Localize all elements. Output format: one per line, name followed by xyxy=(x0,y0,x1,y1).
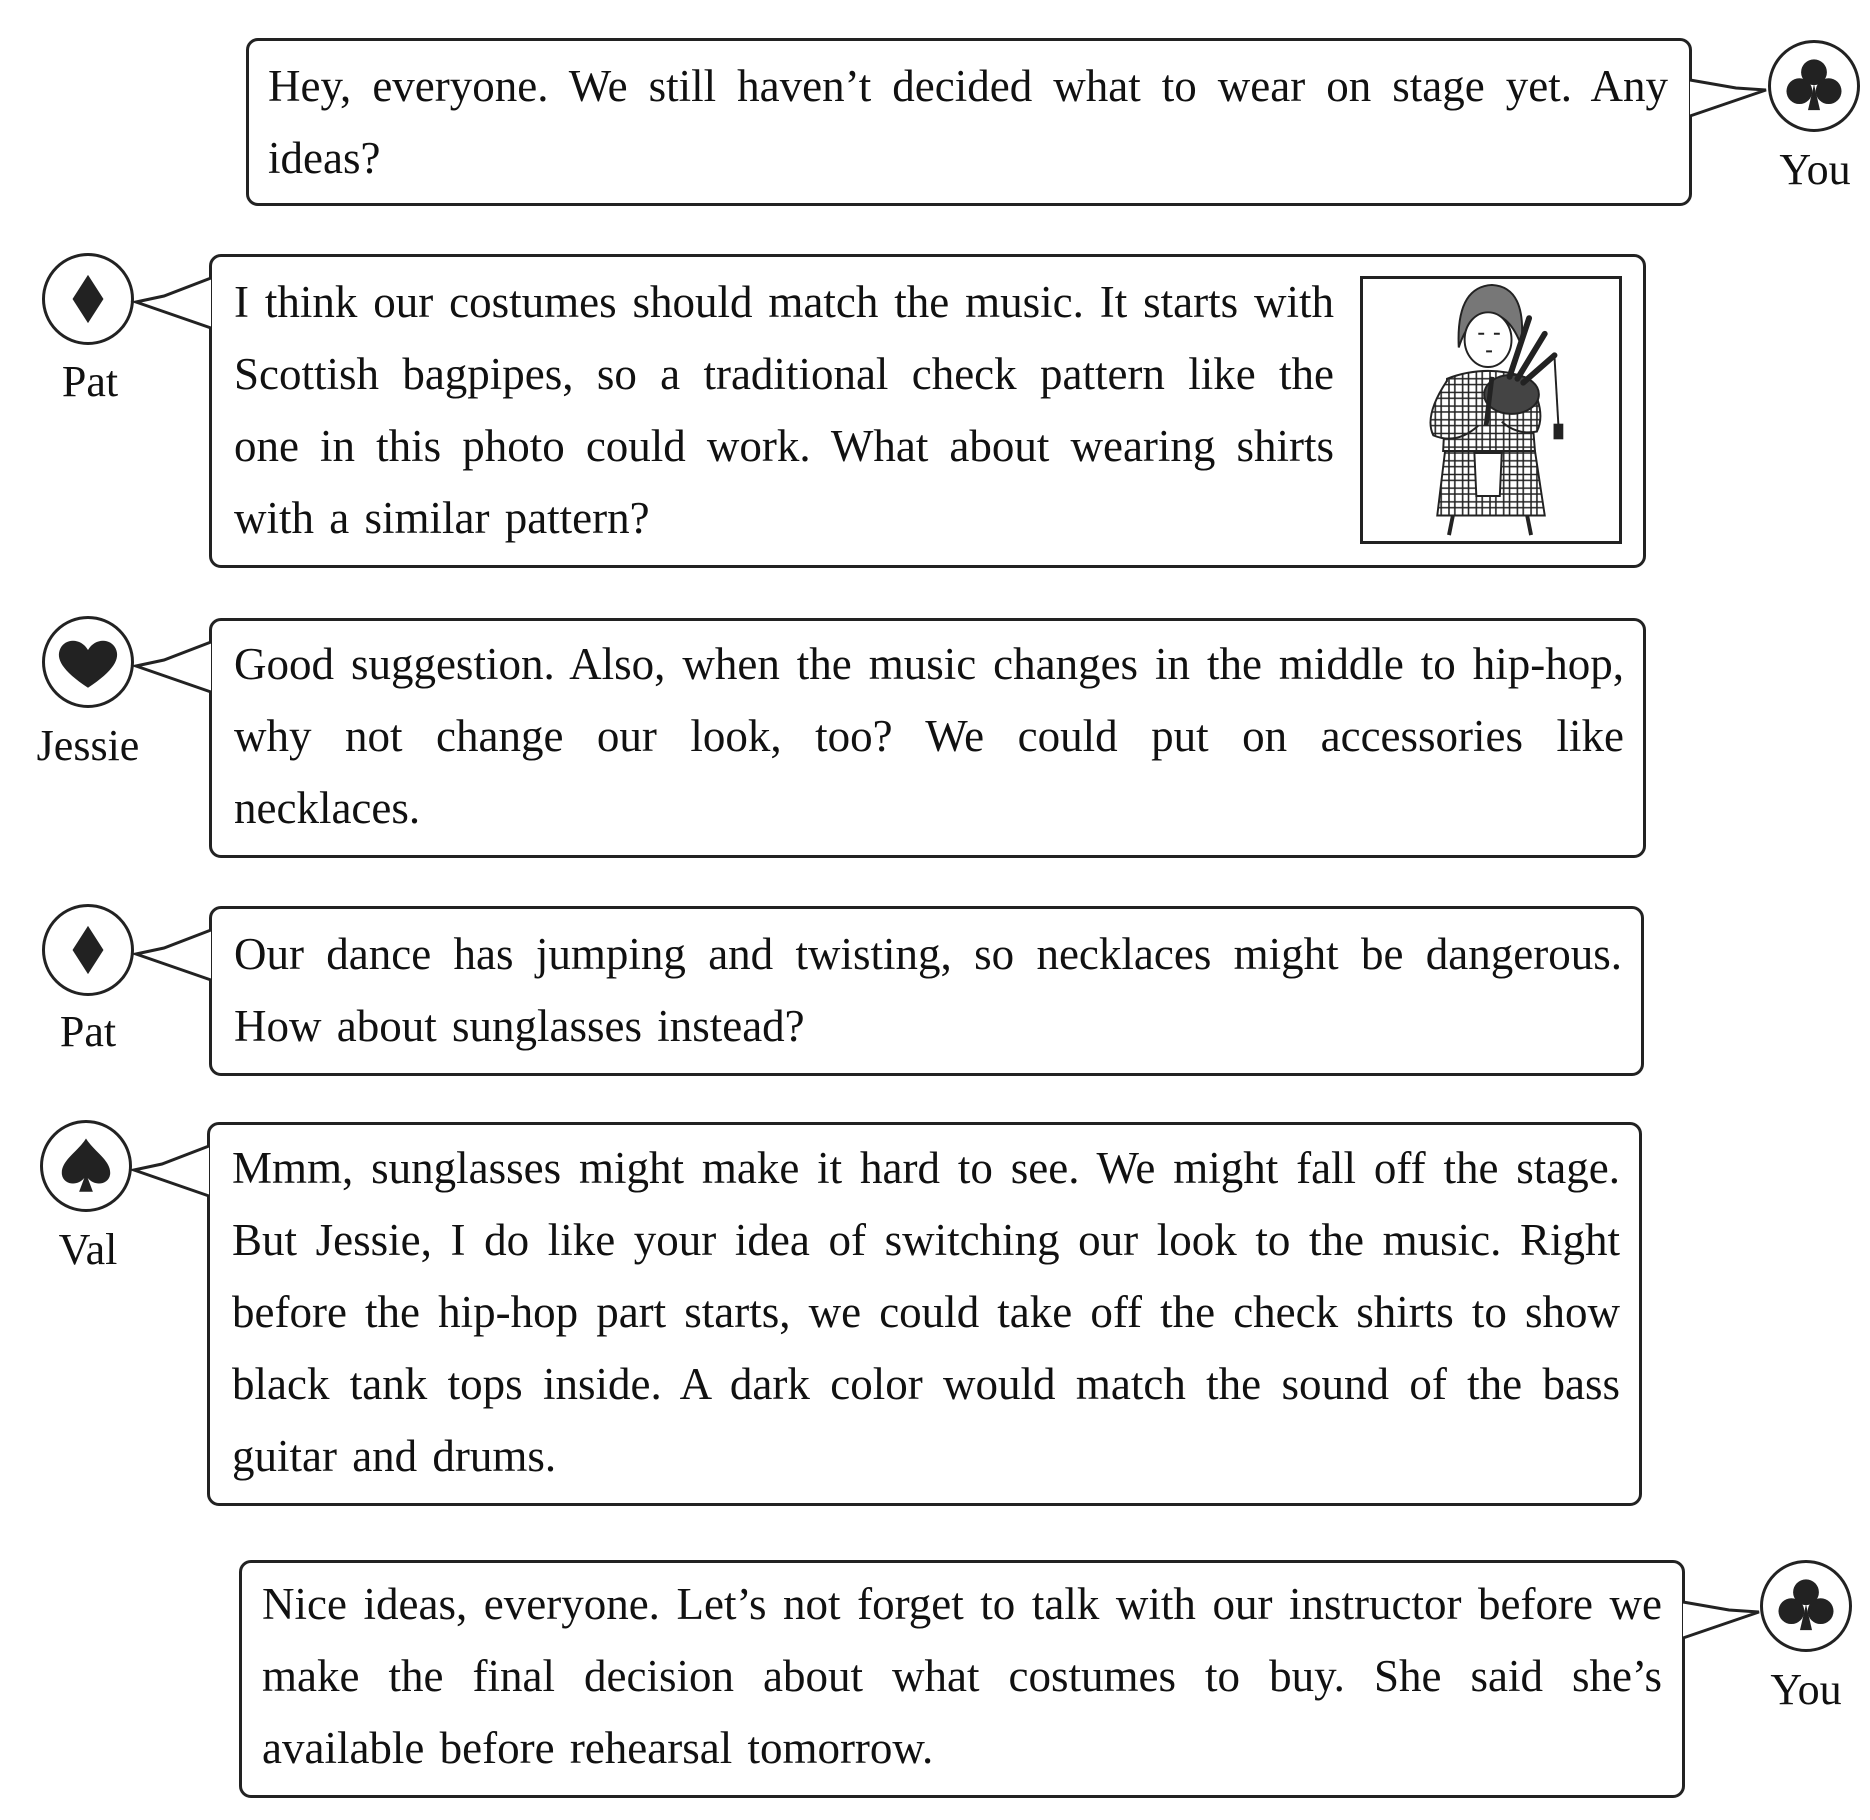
speaker-name: Jessie xyxy=(36,721,140,770)
message-text: Nice ideas, everyone. Let’s not forget to talk with our instructor before we make the final decision about what costumes to buy. She said she’s available before rehearsal tomorrow. xyxy=(262,1579,1662,1773)
avatar xyxy=(42,616,134,708)
bagpiper-illustration-icon xyxy=(1363,279,1619,541)
bubble-tail xyxy=(134,640,214,700)
speaker-name: Pat xyxy=(59,1007,117,1056)
bubble-tail xyxy=(1690,70,1770,120)
message-text: Hey, everyone. We still haven’t decided what to wear on stage yet. Any ideas? xyxy=(268,61,1668,183)
speaker-name: Val xyxy=(58,1225,118,1274)
avatar xyxy=(42,904,134,996)
bubble-tail xyxy=(1683,1592,1763,1642)
heart-icon xyxy=(45,619,131,705)
avatar xyxy=(1768,40,1860,132)
bubble-tail xyxy=(134,928,214,988)
message-text: Good suggestion. Also, when the music changes in the middle to hip-hop, why not change our look, too? We could put on accessories like necklaces. xyxy=(234,639,1624,833)
message-text: Mmm, sunglasses might make it hard to see. We might fall off the stage. But Jessie, I do like your idea of switching our look to the music. Right before the hip-hop part starts, we could take off the check shirts to show black tank tops inside. A dark color would match the sound of the bass guitar and drums. xyxy=(232,1143,1620,1481)
avatar xyxy=(40,1120,132,1212)
speaker-name: You xyxy=(1779,145,1851,194)
diamond-icon xyxy=(45,256,131,342)
diamond-icon xyxy=(45,907,131,993)
speaker-name: You xyxy=(1770,1665,1842,1714)
message-text: I think our costumes should match the music. It starts with Scottish bagpipes, so a traditional check pattern like the one in this photo could work. What about wearing shirts with a similar pattern? xyxy=(234,277,1334,543)
bagpiper-photo xyxy=(1360,276,1622,544)
spade-icon xyxy=(43,1123,129,1209)
avatar xyxy=(42,253,134,345)
message-text: Our dance has jumping and twisting, so necklaces might be dangerous. How about sunglasses instead? xyxy=(234,929,1622,1051)
club-icon xyxy=(1771,43,1857,129)
club-icon xyxy=(1763,1563,1849,1649)
bubble-tail xyxy=(134,276,214,336)
speaker-name: Pat xyxy=(61,357,119,406)
bubble-tail xyxy=(132,1144,212,1204)
avatar xyxy=(1760,1560,1852,1652)
